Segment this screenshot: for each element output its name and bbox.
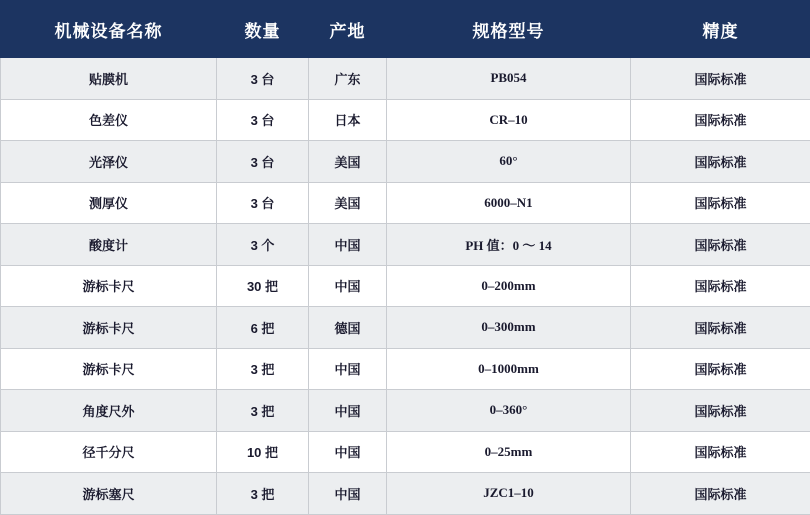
cell-precision: 国际标准 bbox=[631, 224, 810, 266]
cell-equipment-name: 游标塞尺 bbox=[1, 473, 217, 515]
cell-model: 60° bbox=[387, 141, 631, 183]
cell-equipment-name: 色差仪 bbox=[1, 99, 217, 141]
table-row bbox=[1, 473, 810, 515]
table-row bbox=[1, 182, 810, 224]
cell-equipment-name: 酸度计 bbox=[1, 224, 217, 266]
table-row bbox=[1, 307, 810, 349]
cell-precision: 国际标准 bbox=[631, 431, 810, 473]
cell-model: JZC1–10 bbox=[387, 473, 631, 515]
cell-origin: 中国 bbox=[309, 473, 387, 515]
cell-model: 6000–N1 bbox=[387, 182, 631, 224]
column-header-quantity: 数量 bbox=[217, 1, 309, 58]
cell-origin: 中国 bbox=[309, 431, 387, 473]
cell-precision: 国际标准 bbox=[631, 58, 810, 100]
table-row bbox=[1, 431, 810, 473]
table-row bbox=[1, 99, 810, 141]
cell-origin: 中国 bbox=[309, 390, 387, 432]
table-row bbox=[1, 224, 810, 266]
cell-precision: 国际标准 bbox=[631, 99, 810, 141]
cell-model: 0–300mm bbox=[387, 307, 631, 349]
cell-precision: 国际标准 bbox=[631, 307, 810, 349]
cell-precision: 国际标准 bbox=[631, 473, 810, 515]
cell-equipment-name: 测厚仪 bbox=[1, 182, 217, 224]
cell-origin: 德国 bbox=[309, 307, 387, 349]
cell-model: PB054 bbox=[387, 58, 631, 100]
cell-precision: 国际标准 bbox=[631, 348, 810, 390]
cell-precision: 国际标准 bbox=[631, 141, 810, 183]
cell-origin: 中国 bbox=[309, 265, 387, 307]
cell-precision: 国际标准 bbox=[631, 265, 810, 307]
cell-quantity: 3 个 bbox=[217, 224, 309, 266]
cell-quantity: 3 台 bbox=[217, 141, 309, 183]
column-header-model: 规格型号 bbox=[387, 1, 631, 58]
cell-equipment-name: 游标卡尺 bbox=[1, 265, 217, 307]
cell-equipment-name: 径千分尺 bbox=[1, 431, 217, 473]
cell-quantity: 6 把 bbox=[217, 307, 309, 349]
cell-precision: 国际标准 bbox=[631, 390, 810, 432]
cell-equipment-name: 光泽仪 bbox=[1, 141, 217, 183]
table-row bbox=[1, 58, 810, 100]
cell-equipment-name: 游标卡尺 bbox=[1, 307, 217, 349]
cell-quantity: 3 台 bbox=[217, 99, 309, 141]
column-header-precision: 精度 bbox=[631, 1, 810, 58]
cell-precision: 国际标准 bbox=[631, 182, 810, 224]
cell-quantity: 3 台 bbox=[217, 58, 309, 100]
table-row bbox=[1, 390, 810, 432]
cell-quantity: 10 把 bbox=[217, 431, 309, 473]
cell-quantity: 3 台 bbox=[217, 182, 309, 224]
cell-origin: 美国 bbox=[309, 141, 387, 183]
cell-model: 0–1000mm bbox=[387, 348, 631, 390]
table-row bbox=[1, 348, 810, 390]
cell-equipment-name: 角度尺外 bbox=[1, 390, 217, 432]
table-header bbox=[1, 1, 810, 58]
cell-quantity: 3 把 bbox=[217, 348, 309, 390]
cell-model: 0–360° bbox=[387, 390, 631, 432]
cell-origin: 广东 bbox=[309, 58, 387, 100]
table-header-row bbox=[1, 1, 810, 58]
cell-quantity: 3 把 bbox=[217, 473, 309, 515]
cell-equipment-name: 游标卡尺 bbox=[1, 348, 217, 390]
table-row bbox=[1, 141, 810, 183]
cell-quantity: 3 把 bbox=[217, 390, 309, 432]
column-header-equipment-name: 机械设备名称 bbox=[1, 1, 217, 58]
cell-origin: 中国 bbox=[309, 348, 387, 390]
cell-model: 0–200mm bbox=[387, 265, 631, 307]
column-header-origin: 产地 bbox=[309, 1, 387, 58]
cell-origin: 中国 bbox=[309, 224, 387, 266]
table-row bbox=[1, 265, 810, 307]
cell-equipment-name: 贴膜机 bbox=[1, 58, 217, 100]
cell-model: 0–25mm bbox=[387, 431, 631, 473]
cell-quantity: 30 把 bbox=[217, 265, 309, 307]
cell-model: CR–10 bbox=[387, 99, 631, 141]
cell-model: PH 值：0 ～ 14 bbox=[387, 224, 631, 266]
cell-origin: 日本 bbox=[309, 99, 387, 141]
cell-origin: 美国 bbox=[309, 182, 387, 224]
